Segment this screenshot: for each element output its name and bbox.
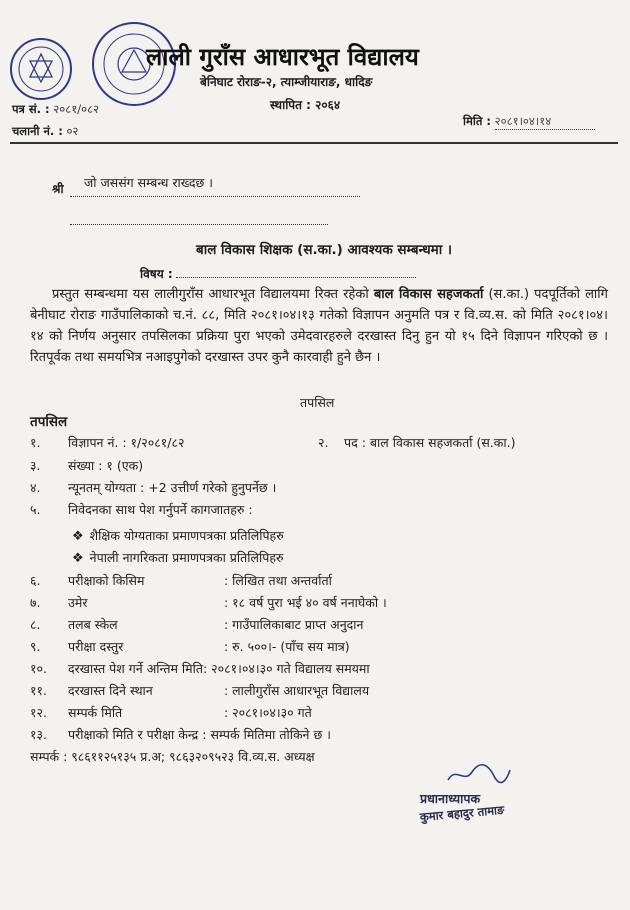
patra-label: पत्र सं. :: [12, 102, 50, 116]
item-10: [30, 660, 370, 677]
item-1: [30, 434, 184, 451]
subject-heading: बाल विकास शिक्षक (स.का.) आवश्यक सम्बन्धमा ।: [196, 242, 453, 258]
recipient-line-2: [70, 210, 328, 225]
item-value: : २०८१।०४।३० गते: [224, 705, 312, 720]
signature-name: कुमार बहादुर तामाङ: [419, 802, 505, 824]
item-value: : १८ वर्ष पुरा भई ४० वर्ष ननाघेको ।: [224, 595, 387, 610]
item-label: परीक्षाको किसिम: [68, 573, 145, 588]
shree-label: श्री: [52, 182, 64, 196]
item-11: [30, 682, 369, 699]
item-value: : गाउँपालिकाबाट प्राप्त अनुदान: [224, 617, 364, 632]
item-text: निवेदनका साथ पेश गर्नुपर्ने कागजातहरु :: [68, 502, 253, 517]
recipient-line-1: [70, 174, 360, 197]
item-text: न्यूनतम् योग्यता : +2 उत्तीर्ण गरेको हुनुपर्नेछ ।: [68, 480, 277, 495]
item-number: ४.: [30, 480, 41, 495]
item-text: पद : बाल विकास सहजकर्ता (स.का.): [344, 435, 516, 450]
signature-title: प्रधानाध्यापक: [420, 791, 481, 806]
item-value: : लालीगुराँस आधारभूत विद्यालय: [224, 683, 370, 698]
paragraph-intro: प्रस्तुत सम्बन्धमा यस लालीगुराँस आधारभूत विद्यालयमा रिक्त रहेको: [52, 287, 369, 302]
item-text: परीक्षाको मिति र परीक्षा केन्द्र : सम्पर्क मितिमा तोकिने छ ।: [68, 727, 331, 742]
item-number: ११.: [30, 683, 47, 698]
item-label: तलब स्केल: [68, 617, 118, 632]
item-9: [30, 638, 350, 655]
signature-scribble: [444, 762, 514, 788]
item-number: ६.: [30, 573, 41, 588]
item-7: [30, 594, 387, 611]
item-number: १०.: [30, 661, 47, 676]
header-rule: [10, 142, 618, 144]
nepal-emblem-seal: [10, 38, 72, 100]
school-address: बेनिघाट रोराङ-२, त्याम्जीयाराङ, धादिङ: [200, 75, 373, 89]
item-value: : रु. ५००।- (पाँच सय मात्र): [224, 639, 350, 654]
bullet-text: शैक्षिक योग्यताका प्रमाणपत्रका प्रतिलिपिहरु: [89, 528, 284, 543]
miti-value: २०८१।०४।१४: [495, 114, 595, 130]
body-paragraph: [30, 284, 608, 368]
miti-label: मिति :: [463, 114, 491, 128]
item-number: ५.: [30, 502, 41, 517]
item-number: १.: [30, 435, 41, 450]
item-4: [30, 479, 276, 496]
item-12: [30, 704, 312, 721]
recipient-text: जो जससंग सम्बन्ध राख्दछ ।: [84, 175, 214, 190]
item-number: ८.: [30, 617, 41, 632]
diamond-bullet-icon: ❖: [72, 529, 84, 544]
paragraph-post-title: बाल विकास सहजकर्ता: [373, 287, 484, 302]
item-6: [30, 572, 332, 589]
item-number: ९.: [30, 639, 41, 654]
subject-dotted: [176, 265, 416, 278]
letter-date: [463, 114, 595, 130]
chalani-label: चलानी नं. :: [12, 124, 63, 138]
contact-line: सम्पर्क : ९८६११२५१३५ प्र.अ; ९८६३२०९५२३ वि.व्य.स. अध्यक्ष: [30, 749, 315, 764]
item-number: ३.: [30, 458, 41, 473]
item-2: [318, 434, 515, 451]
item-text: दरखास्त पेश गर्ने अन्तिम मिति: २०८१।०४।३० गते विद्यालय समयमा: [68, 661, 370, 676]
school-name: लाली गुराँस आधारभूत विद्यालय: [146, 42, 419, 71]
diamond-bullet-icon: ❖: [72, 551, 84, 566]
item-label: दरखास्त दिने स्थान: [68, 683, 153, 698]
tapasil-heading: तपसिल: [30, 414, 68, 430]
chalani-value: ०२: [66, 124, 79, 138]
bullet-item-2: [72, 549, 283, 566]
item-text: संख्या : १ (एक): [68, 458, 144, 473]
item-label: परीक्षा दस्तुर: [68, 639, 124, 654]
bullet-item-1: [72, 527, 284, 544]
item-number: १२.: [30, 705, 47, 720]
item-value: : लिखित तथा अन्तर्वार्ता: [224, 573, 332, 588]
established-year: स्थापित : २०६४: [270, 98, 341, 112]
item-label: सम्पर्क मिति: [68, 705, 123, 720]
item-text: विज्ञापन नं. : १/२०८१/८२: [68, 435, 185, 450]
tapasil-center: तपसिल: [300, 395, 335, 410]
item-number: १३.: [30, 727, 47, 742]
item-label: उमेर: [68, 595, 88, 610]
item-8: [30, 616, 363, 633]
subject-line: [140, 265, 416, 282]
item-5: [30, 501, 253, 518]
paragraph-rest: (स.का.) पदपूर्तिको लागि बेनीघाट रोराङ गाउँपालिकाको च.नं. ८८, मिति २०८१।०४।१३ गतेको विज्ञापन अनुमति पत्र र वि.व्य.स. को मिति २०८१।०४।१४ को निर्णय अनुसार तपसिलका प्रक्रिया पुरा भएको उमेदवारहरुले दरखास्त दिनु हुन यो १५ दिने विज्ञापन गरिएको छ । रितपूर्वक तथा समयभित्र नआइपुगेको दरखास्त उपर कुनै कारवाही हुने छैन ।: [30, 287, 608, 365]
subject-label: विषय :: [140, 267, 173, 281]
patra-value: २०८१/०८२: [53, 102, 100, 116]
chalani-number: [12, 124, 78, 139]
item-number: ७.: [30, 595, 41, 610]
patra-number: [12, 102, 99, 117]
item-13: [30, 726, 331, 743]
item-3: [30, 457, 143, 474]
item-number: २.: [318, 435, 329, 450]
bullet-text: नेपाली नागरिकता प्रमाणपत्रका प्रतिलिपिहरु: [89, 550, 284, 565]
